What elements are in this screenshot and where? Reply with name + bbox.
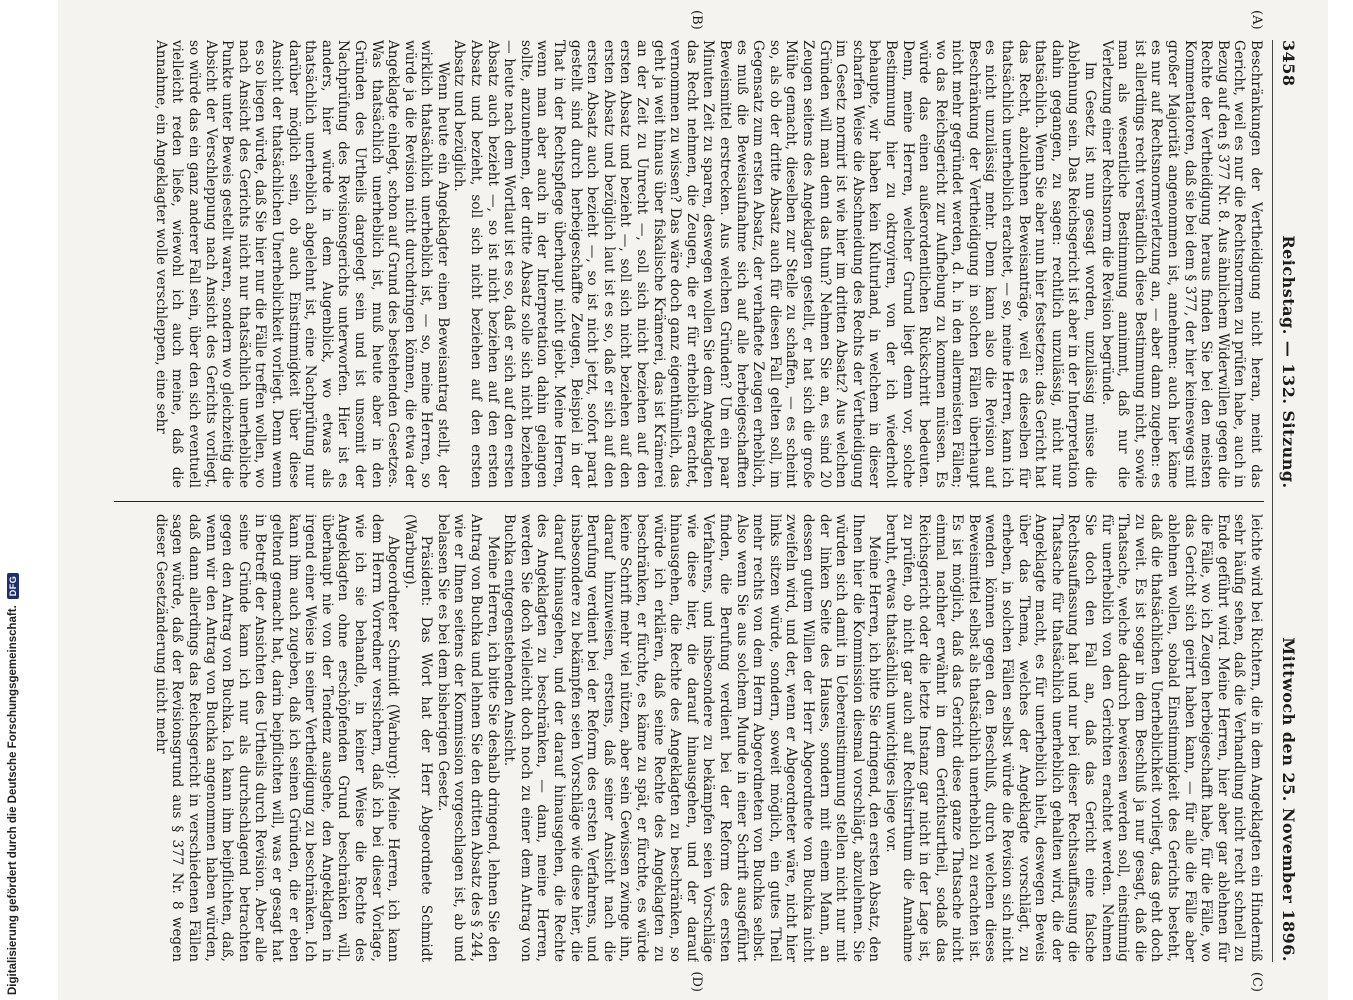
page-date: Mittwoch den 25. November 1896.	[1279, 637, 1298, 962]
text-columns	[114, 10, 1264, 992]
column-divider	[114, 501, 1264, 502]
dfg-logo: DFG	[7, 573, 19, 600]
footer-strip	[0, 0, 58, 1000]
right-paragraph: leichte wird bei Richtern, die in dem Angeklagten ein Hinderniß sehr häufig sehen, daß die Verhandlung nicht recht schnell zu Ende geführt wird. Meine Herren, hier aber gar ablehnen für die Fälle, wo ich Zeugen herbeigeschafft habe, für die Fälle, wo das Gericht sich geirrt haben kann, — für alle die Fälle aber ablehnen wollen, sobald Einstimmigkeit des Gerichts besteht, daß die thatsächlichen Unerheblichkeit vorliegt, das geht doch zu weit. Es ist sogar in dem Beschluß ja nur gesagt, daß die Thatsache, welche dadurch bewiesen werden soll, einstimmig für unerheblich von den Gerichten erachtet werden. Nehmen Sie doch den Fall an, daß das Gericht eine falsche Rechtsauffassung hat und nur bei dieser Rechtsauffassung die Thatsache für thatsächlich unerheblich gehalten wird, die der Angeklagte macht, es für unerheblich hielt, deswegen Beweis über das Thema, welches der Angeklagte vorschlägt, zu erheben, in solchen Fällen selbst würde die Revision sich nicht wenden können gegen den Beschluß, durch welchen dieses Beweismittel selbst als thatsächlich unerheblich zu erachten ist. Es ist möglich, daß das Gericht diese ganze Thatsache nicht einmal nachher erwähnt in dem Gerichtsurtheil, sodaß das Reichsgericht oder die letzte Instanz gar nicht in der Lage ist, zu prüfen, ob nicht gar auch auf Rechtsirrthum die Annahme beruht, etwas thatsächlich unwichtiges liege vor.	[882, 514, 1264, 962]
left-paragraph: Wenn heute ein Angeklagter einen Beweisantrag stellt, der wirklich thatsächlich unerheblich ist, — so, meine Herren, so würde ja die Revision nicht durchdringen können, die etwa der Angeklagte einlegt, schon auf Grund des bestehenden Gesetzes. Was thatsächlich unerheblich ist, muß heute aber in den Gründen des Urtheils dargelegt sein und ist unsomit der Nachprüfung des Revisionsgerichts unterworfen. Hier ist es anders, hier würde in dem Augenblick, wo etwas als thatsächlich unerheblich abgelehnt ist, eine Nachprüfung nur darüber möglich sein, ob auch Einstimmigkeit über diese Ansicht der thatsächlichen Unerheblichkeit vorliegt. Denn wenn es so liegen würde, daß Sie hier nur die Fälle treffen wollen, wo nach Ansicht des Gerichts nicht nur thatsächlich unerhebliche Punkte unter Beweis gestellt waren, sondern wo gleichzeitig die Absicht der Verschleppung nach Ansicht des Gerichts vorliegt, so würde das ein ganz anderer Fall sein, über den sich eventuell vielleicht reden ließe, wiewohl ich auch meine, daß die Annahme, ein Angeklagter wolle verschleppen, eine sehr	[152, 40, 451, 488]
right-paragraph-speaker: Präsident: Das Wort hat der Herr Abgeordnete Schmidt (Warburg).	[401, 514, 435, 962]
scanned-page	[58, 0, 1328, 1000]
left-column	[114, 10, 1264, 488]
page-header	[1272, 40, 1298, 962]
page-number: 3458	[1279, 40, 1298, 87]
rotated-page-content	[58, 0, 1328, 1000]
credit-text: Digitalisierung gefördert durch die Deutsche Forschungsgemeinschaft.	[7, 605, 19, 995]
margin-mark-b: (B)	[689, 10, 704, 30]
left-paragraph: Beschränkungen der Vertheidigung nicht heran, meint das Gericht, weil es nur die Rechtsnormen zu prüfen habe, auch in Bezug auf den § 377 Nr. 8. Aus ähnlichem Widerwillen gegen die Rechte der Vertheidigung heraus finden Sie bei den meisten Kommentatoren, daß sie bei dem § 377, der hier keineswegs mit großer Majorität angenommen ist, annehmen: auch hier käme es nur auf Rechtsnormverletzung an, — aber dann zugeben: es ist allerdings recht verständlich diese Bestimmung nicht, sowie man als wesentliche Bestimmung annimmt, daß nur die Verletzung einer Rechtsnorm die Revision begründe.	[1098, 40, 1264, 488]
right-paragraph: Meine Herren, ich bitte Sie dringend, den ersten Absatz, den Ihnen hier die Kommission diesmal vorschlägt, abzulehnen. Sie würden sich damit in Uebereinstimmung stellen nicht nur mit der linken Seite des Hauses, sondern mit einem Mann, an dessen gutem Willen der Herr Abgeordnete von Buchka nicht zweifeln wird, und der, wenn er Abgeordneter wäre, nicht hier links sitzen würde, sondern, soweit möglich, ein gutes Theil mehr rechts von dem Herrn Abgeordneten von Buchka selbst. Also wenn Sie aus solchem Munde in einer Schrift ausgeführt finden, die Berufung verdient bei der Reform des ersten Verfahrens, und insbesondere zu bekämpfen seien Vorschläge wie diese hier, die darauf hinausgehen, und der darauf hinausgehen, die Rechte des Angeklagten zu beschränken, so würde ich erklären, daß seine Rechte des Angeklagten zu beschränken, er fürchte, es käme zu spät, er fürchte, es würde keine Schrift mehr viel nützen, aber sein Gewissen zwinge ihn, darauf hinzuweisen, erstens, daß seiner Ansicht nach die Berufung verdient bei der Reform des ersten Verfahrens, und insbesondere zu bekämpfen seien Vorschläge wie diese hier, die darauf hinausgehen, und der darauf hinausgehen, die Rechte des Angeklagten zu beschränken, — dann, meine Herren, werden Sie doch vielleicht doch noch zu einer dem Antrag von Buchka entgegenstehenden Ansicht.	[501, 514, 883, 962]
right-paragraph: Meine Herren, ich bitte Sie deshalb dringend, lehnen Sie den Antrag von Buchka und lehnen Sie den dritten Absatz des § 244, wie er Ihnen seitens der Kommission vorgeschlagen ist, ab und belassen Sie es bei dem bisherigen Gesetz.	[434, 514, 501, 962]
left-paragraph: Im Gesetz ist nun gesagt worden, unzulässig müsse die Ablehnung sein. Das Reichsgericht ist aber in der Interpretation dahin gegangen, zu sagen: rechtlich unzulässig, nicht nur thatsächlich. Wenn Sie aber nun hier festsetzen: das Gericht hat das Recht, abzulehnen Beweisanträge, weil es dieselben für thatsächlich unerheblich erachtet, — so, meine Herren, kann ich es nicht unzulässig mehr. Denn kann also die Revision auf Beschränkung der Vertheidigung in solchen Fällen überhaupt nicht mehr gegründet werden, d. h. in den allermeisten Fällen; wo das Reichsgericht zur Aufhebung zu kommen müssen. Es würde das einen außerordentlichen Rückschritt bedeuten. Denn, meine Herren, welcher Grund liegt denn vor, solche Bestimmung hier zu oktroyiren, von der ich wiederholt behaupte, wir haben kein Kulturland, in welchem in dieser scharfen Weise die Abschneidung des Rechts der Vertheidigung im Gesetz normirt ist wie hier im dritten Absatz? Aus welchen Gründen will man denn das thun? Nehmen Sie an, es sind 20 Zeugen seitens des Angeklagten gestellt, er hat sich die große Mühe gemacht, dieselben zur Stelle zu schaffen, — es scheint so, als ob der dritte Absatz auch für diesen Fall gelten soll, im Gegensatz zum ersten Absatz, der verhaftete Zeugen erheblich, es muß die Beweisaufnahme sich auf alle herbeigeschafften Beweismittel erstrecken. Aus welchen Gründen? Um ein paar Minuten Zeit zu sparen, deswegen wollen Sie dem Angeklagten das Recht nehmen, die Zeugen, die er für erheblich erachtet, vernommen zu wissen? Das wäre doch ganz eigenthümlich, das geht ja weit hinaus über fiskalische Krämerei, das ist Krämerei an der Zeit zu Unrecht —, soll sich nicht beziehen auf den ersten Absatz und bezieht —, soll sich nicht beziehen auf den ersten Absatz und bezüglich laut ist es so, daß er sich auf den ersten Absatz auch bezieht —, so ist nicht jetzt, sofort parat gestellt sind durch herbeigeschaffte Zeugen, Beispiel in der That in der Rechtspflege überhaupt nicht giebt. Meine Herren, wenn man aber auch in der Interpretation dahin gelangen sollte, anzunehmen, der dritte Absatz solle sich nicht beziehen — heute nach dem Wortlaut ist es so, daß er sich auf den ersten Absatz auch bezieht —, so ist nicht beziehen auf den ersten Absatz und bezieht, soll sich nicht beziehen auf den ersten Absatz und bezüglich.	[451, 40, 1099, 488]
margin-mark-c: (C)	[1249, 971, 1264, 992]
right-paragraph: Abgeordneter Schmidt (Warburg): Meine Herren, ich kann dem Herrn Vorredner versichern, daß ich bei dieser Vorlage, wie ich sie behandle, in keiner Weise die Rechte des Angeklagten ohne erschöpfenden Grund beschränken will, überhaupt nie von der Tendenz ausgehe, den Angeklagten in irgend einer Weise in seiner Vertheidigung zu beschränken. Ich kann ihm auch zugeben, daß ich seinen Gründen, die er eben geltend gemacht hat, darin beipflichten will, was er gesagt hat in Betreff der Ansichten des Urtheils durch Revision. Aber alle seine Gründe kann ich nur als durchschlagend betrachten gegen den Antrag von Buchka. Ich kann ihm beipflichten, daß, wenn wir den Antrag von Buchka angenommen haben würden, daß dann allerdings das Reichsgericht in verschiedenen Fällen sagen würde, daß der Revisionsgrund aus § 377 Nr. 8 wegen dieser Gesetzänderung nicht mehr	[152, 514, 402, 962]
digitization-credit	[7, 5, 19, 995]
margin-mark-d: (D)	[689, 971, 704, 992]
page-center-title: Reichstag. — 132. Sitzung.	[1279, 235, 1298, 489]
right-column	[114, 514, 1264, 992]
margin-mark-a: (A)	[1249, 10, 1264, 30]
